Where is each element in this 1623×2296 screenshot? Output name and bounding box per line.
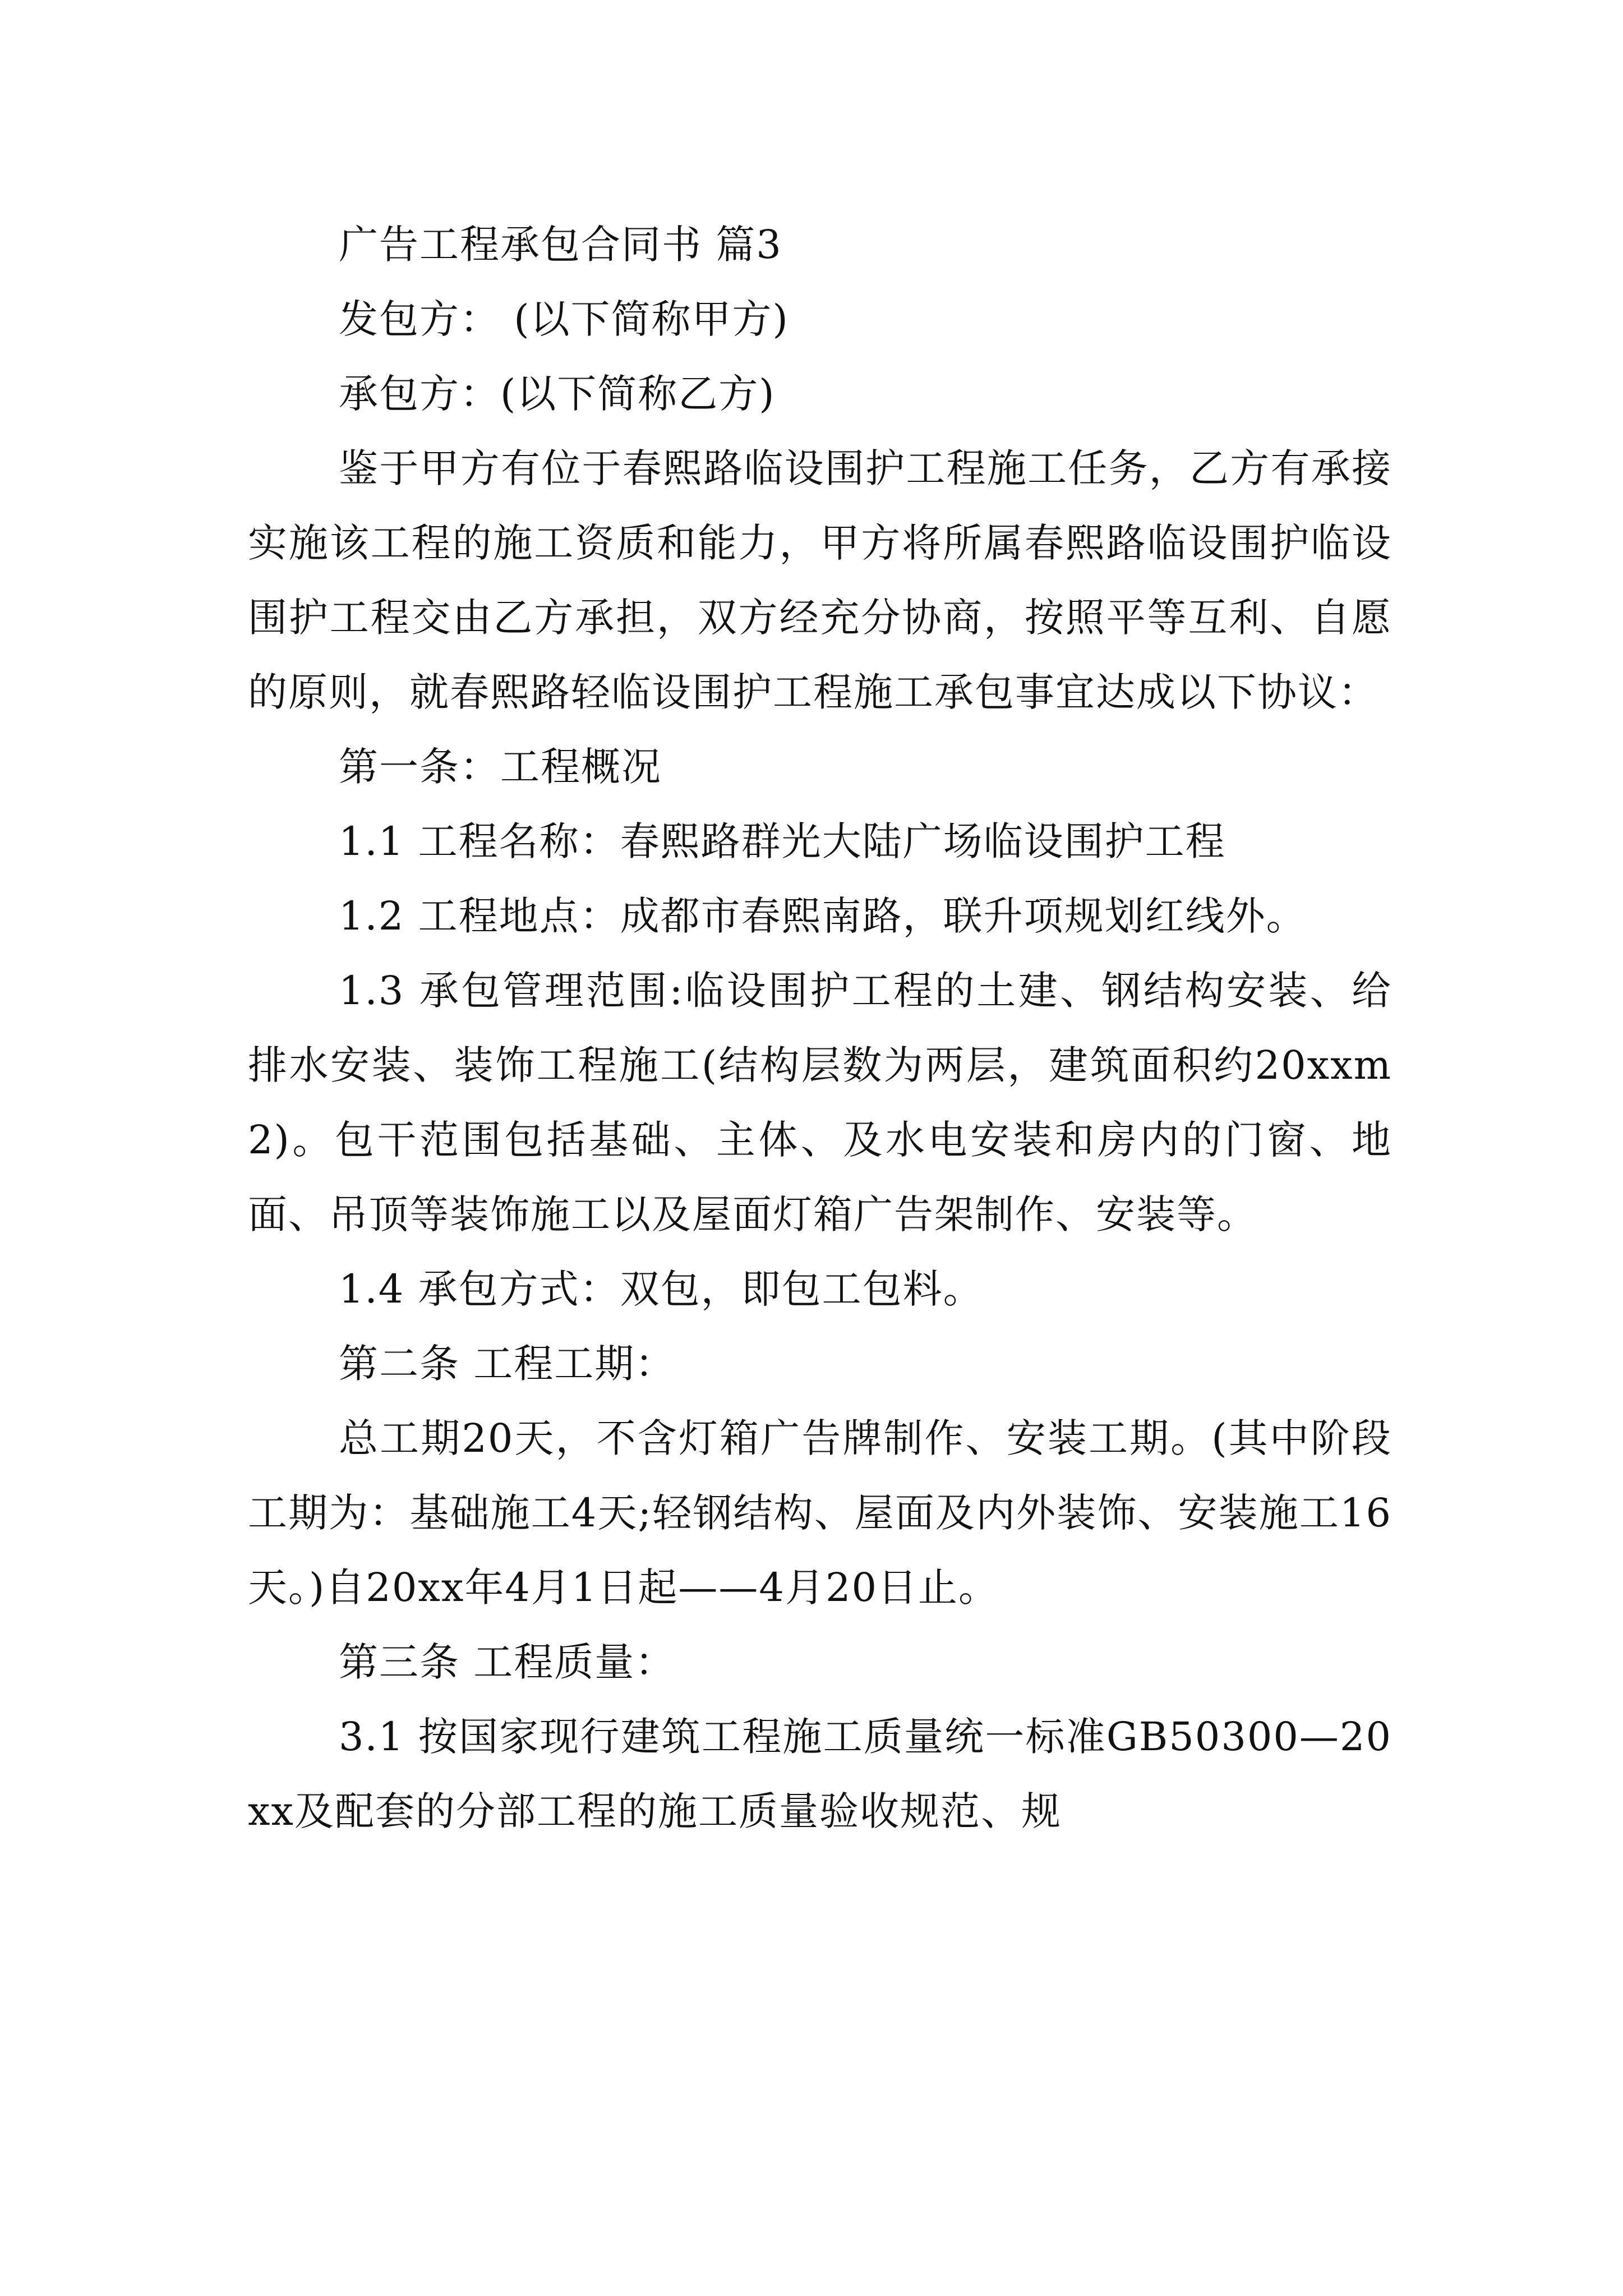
party-b-line: 承包方：(以下简称乙方) bbox=[339, 371, 776, 417]
article-3-heading: 第三条 工程质量： bbox=[339, 1639, 676, 1685]
article-1-heading: 第一条：工程概况 bbox=[339, 744, 662, 790]
document-body bbox=[248, 208, 1392, 1849]
section-heading: 广告工程承包合同书 篇3 bbox=[339, 222, 782, 268]
clause-1-4: 1.4 承包方式：双包，即包工包料。 bbox=[339, 1266, 984, 1312]
party-a-line: 发包方： (以下简称甲方) bbox=[339, 296, 789, 342]
schedule-paragraph: 总工期20天，不含灯箱广告牌制作、安装工期。(其中阶段工期为：基础施工4天;轻钢结构、屋面及内外装饰、安装施工16天。)自20xx年4月1日起——4月20日止。 bbox=[248, 1415, 1392, 1611]
article-2-heading: 第二条 工程工期： bbox=[339, 1341, 676, 1387]
preamble-paragraph: 鉴于甲方有位于春熙路临设围护工程施工任务，乙方有承接实施该工程的施工资质和能力，甲方将所属春熙路临设围护临设围护工程交由乙方承担，双方经充分协商，按照平等互利、自愿的原则，就春熙路轻临设围护工程施工承包事宜达成以下协议： bbox=[248, 445, 1392, 715]
clause-1-3: 1.3 承包管理范围:临设围护工程的土建、钢结构安装、给排水安装、装饰工程施工(结构层数为两层，建筑面积约20xxm2)。包干范围包括基础、主体、及水电安装和房内的门窗、地面、吊顶等装饰施工以及屋面灯箱广告架制作、安装等。 bbox=[248, 968, 1392, 1237]
clause-3-1: 3.1 按国家现行建筑工程施工质量统一标准GB50300—20xx及配套的分部工程的施工质量验收规范、规 bbox=[248, 1714, 1392, 1834]
clause-1-1: 1.1 工程名称：春熙路群光大陆广场临设围护工程 bbox=[339, 818, 1226, 864]
clause-1-2: 1.2 工程地点：成都市春熙南路，联升项规划红线外。 bbox=[339, 893, 1307, 939]
